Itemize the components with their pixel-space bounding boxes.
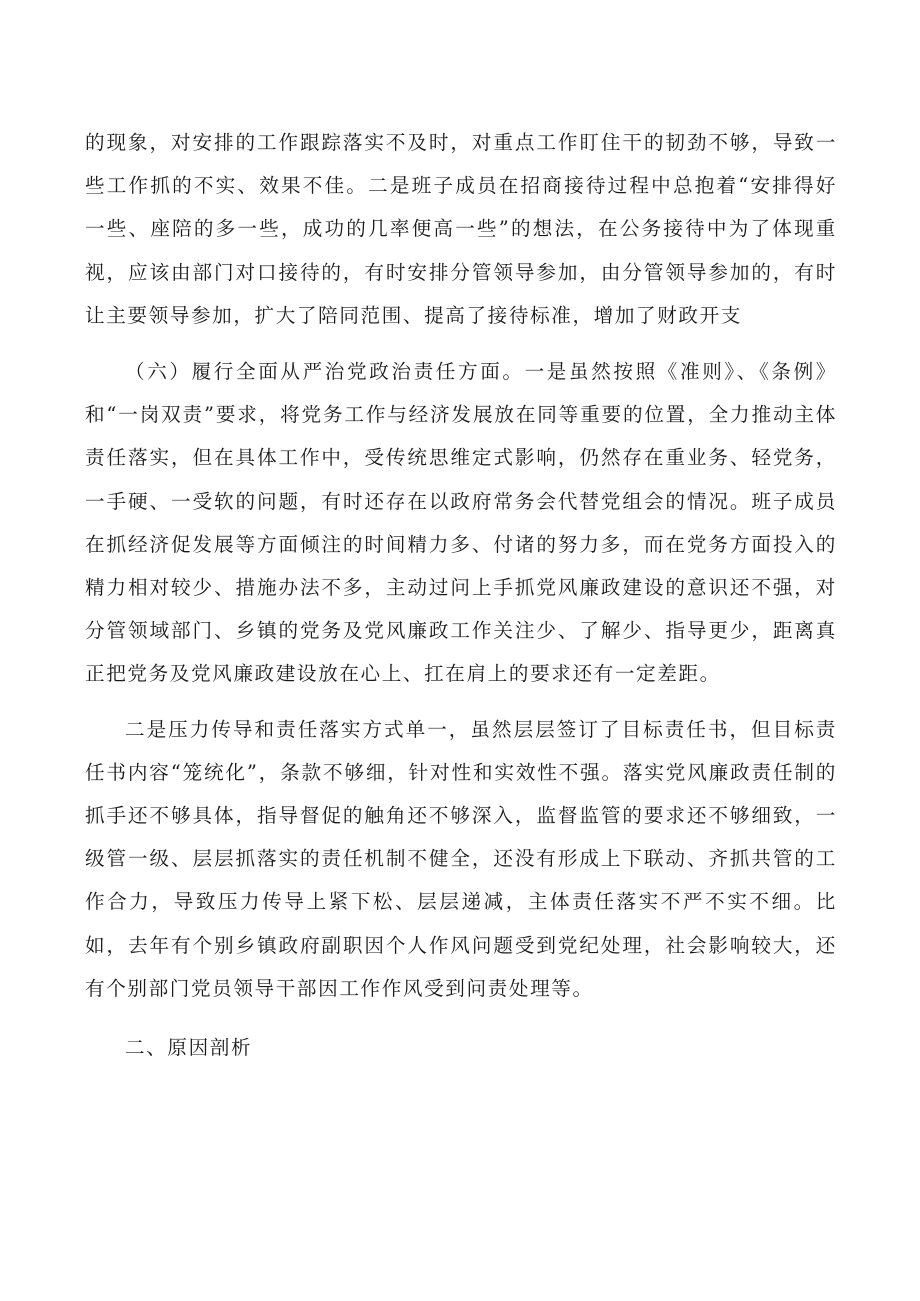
paragraph-point-two: 二是压力传导和责任落实方式单一，虽然层层签订了目标责任书，但目标责任书内容“笼统化”，条款不够细，针对性和实效性不强。落实党风廉政责任制的抓手还不够具体，指导督促的触角还不够深入，监督监管的要求还不够细致，一级管一级、层层抓落实的责任机制不健全，还没有形成上下联动、齐抓共管的工作合力，导致压力传导上紧下松、层层递减，主体责任落实不严不实不细。比如，去年有个别乡镇政府副职因个人作风问题受到党纪处理，社会影响较大，还有个别部门党员领导干部因工作作风受到问责处理等。: [85, 717, 837, 1000]
section-heading-cause-analysis: 二、原因剖析: [125, 1036, 253, 1060]
paragraph-section-six: （六）履行全面从严治党政治责任方面。一是虽然按照《准则》、《条例》和“一岗双责”要求，将党务工作与经济发展放在同等重要的位置，全力推动主体责任落实，但在具体工作中，受传统思维定式影响，仍然存在重业务、轻党务，一手硬、一受软的问题，有时还存在以政府常务会代替党组会的情况。班子成员在抓经济促发展等方面倾注的时间精力多、付诸的努力多，而在党务方面投入的精力相对较少、措施办法不多，主动过问上手抓党风廉政建设的意识还不强，对分管领域部门、乡镇的党务及党风廉政工作关注少、了解少、指导更少，距离真正把党务及党风廉政建设放在心上、扛在肩上的要求还有一定差距。: [85, 360, 837, 686]
paragraph-continuation: 的现象，对安排的工作跟踪落实不及时，对重点工作盯住干的韧劲不够，导致一些工作抓的不实、效果不佳。二是班子成员在招商接待过程中总抱着“安排得好一些、座陪的多一些，成功的几率便高一些”的想法，在公务接待中为了体现重视，应该由部门对口接待的，有时安排分管领导参加，由分管领导参加的，有时让主要领导参加，扩大了陪同范围、提高了接待标准，增加了财政开支: [85, 131, 837, 327]
document-body: [85, 121, 837, 1069]
